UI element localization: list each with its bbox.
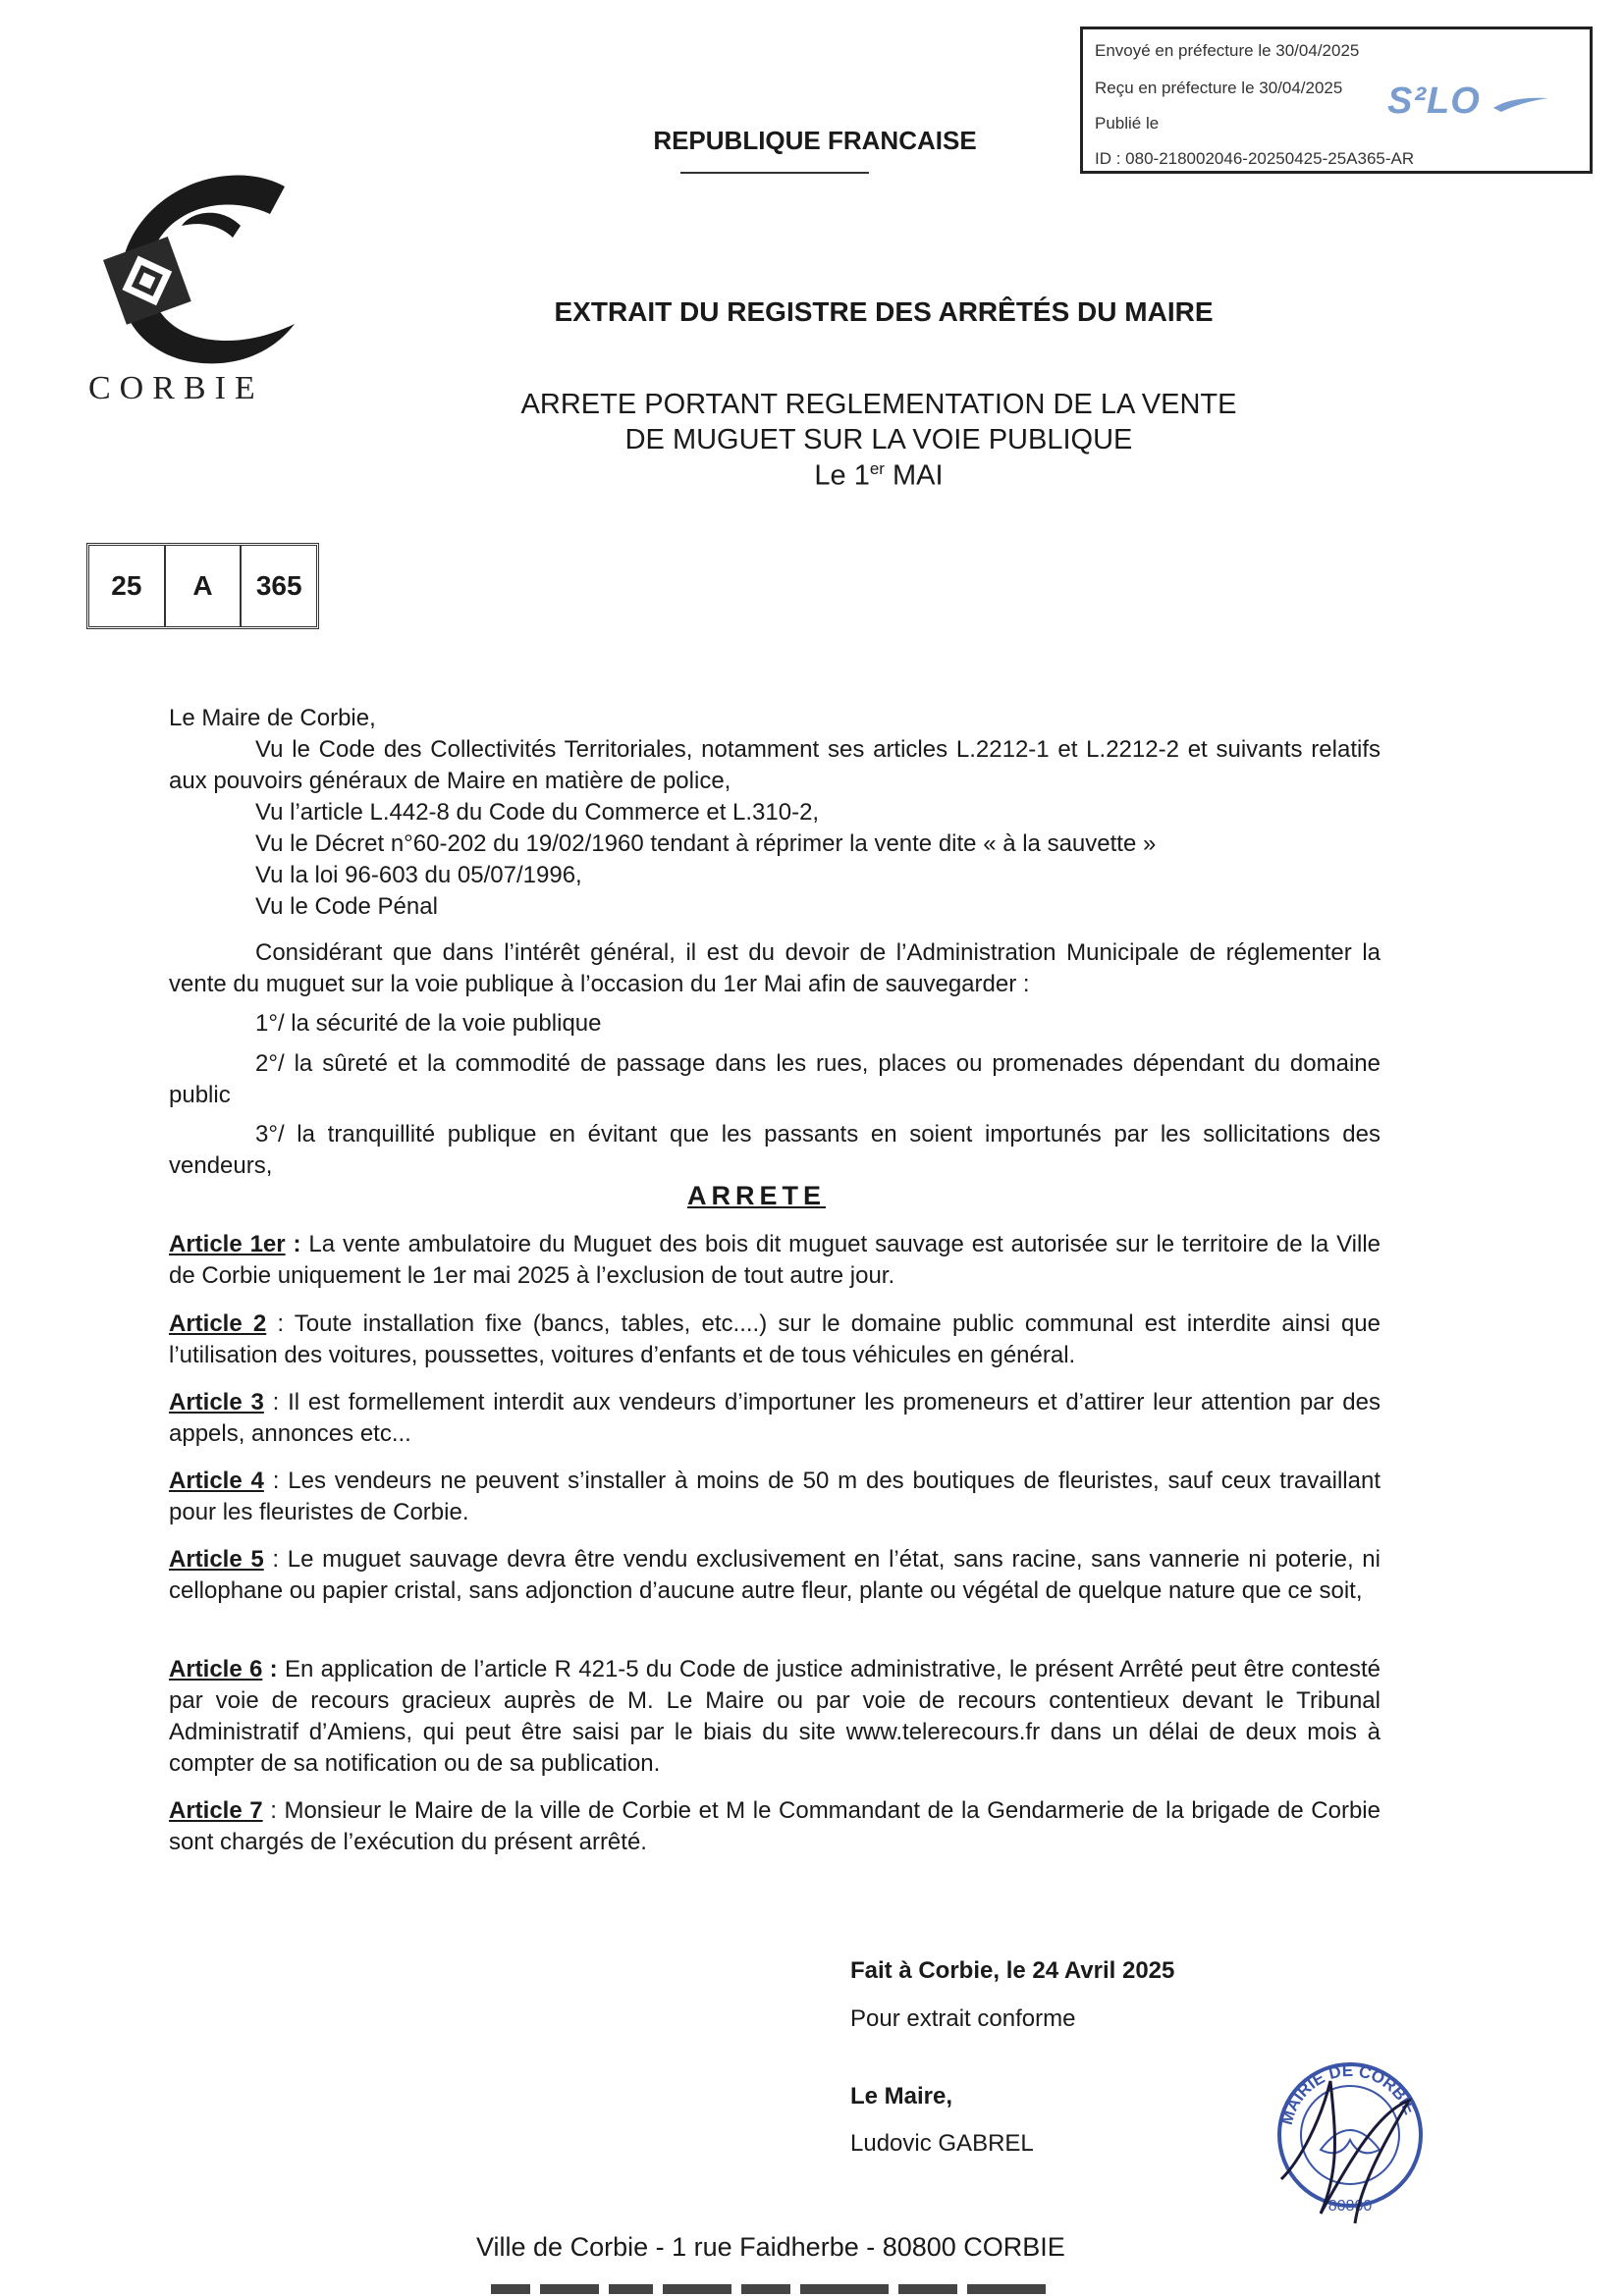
article-title: Article 3 — [169, 1389, 264, 1415]
seal-top-text: MAIRIE DE CORBIE — [1276, 2060, 1420, 2127]
seal-bottom-text: 80800 — [1327, 2198, 1373, 2215]
article-text: Il est formellement interdit aux vendeurs d’importuner les promeneurs et d’attirer leur attention par des appels, annonces etc... — [169, 1389, 1380, 1447]
place-date: Fait à Corbie, le 24 Avril 2025 — [850, 1957, 1175, 1984]
article-5 — [169, 1544, 1380, 1607]
footer-address: Ville de Corbie - 1 rue Faidherbe - 80800 CORBIE — [476, 2232, 1065, 2262]
reference-year: 25 — [89, 546, 166, 626]
preamble-vu-decret: Vu le Décret n°60-202 du 19/02/1960 tendant à réprimer la vente dite « à la sauvette » — [255, 830, 1157, 857]
article-text: Le muguet sauvage devra être vendu exclusivement en l’état, sans racine, sans vannerie ni poterie, ni cellophane ou papier cristal, sans adjonction d’aucune autre fleur, plante ou végétal de quelque nature que ce soit, — [169, 1546, 1380, 1604]
slo-logo-text: S²LO — [1387, 80, 1481, 122]
reference-number: 365 — [255, 570, 302, 601]
considerant-point-3: 3°/ la tranquillité publique en évitant que les passants en soient importunés par les sollicitations des vendeurs, — [169, 1121, 1380, 1179]
article-text: La vente ambulatoire du Muguet des bois dit muguet sauvage est autorisée sur le territoire de la Ville de Corbie uniquement le 1er mai 2025 à l’exclusion de tout autre jour. — [169, 1231, 1380, 1289]
footer-contact-cropped — [491, 2282, 1080, 2296]
article-title: Article 5 — [169, 1546, 264, 1573]
preamble-vu-penal: Vu le Code Pénal — [255, 893, 438, 920]
article-separator: : — [263, 1546, 288, 1573]
article-title: Article 7 — [169, 1797, 263, 1824]
considerant-point-2: 2°/ la sûreté et la commodité de passage dans les rues, places ou promenades dépendant du domaine public — [169, 1050, 1380, 1108]
article-3 — [169, 1387, 1380, 1450]
article-separator: : — [263, 1389, 289, 1415]
prefecture-stamp — [1080, 27, 1593, 174]
article-4 — [169, 1466, 1380, 1528]
article-title: Article 4 — [169, 1468, 264, 1494]
prefecture-sent: Envoyé en préfecture le 30/04/2025 — [1095, 41, 1360, 60]
slo-swoosh-icon — [1491, 92, 1550, 114]
preamble-vu-cgct: Vu le Code des Collectivités Territoriales, notamment ses articles L.2212-1 et L.2212-2 et suivants relatifs aux pouvoirs généraux de Maire en matière de police, — [169, 736, 1380, 794]
article-title: Article 6 — [169, 1656, 263, 1682]
article-title: Article 1er — [169, 1231, 286, 1257]
article-1 — [169, 1229, 1380, 1292]
republique-heading: REPUBLIQUE FRANCAISE — [653, 126, 977, 155]
preamble-vu-commerce: Vu l’article L.442-8 du Code du Commerce et L.310-2, — [255, 799, 820, 826]
document-title-line3 — [461, 459, 1296, 493]
article-7 — [169, 1795, 1380, 1858]
prefecture-published: Publié le — [1095, 114, 1160, 133]
signatory-name: Ludovic GABREL — [850, 2130, 1034, 2157]
article-6 — [169, 1654, 1380, 1780]
prefecture-received: Reçu en préfecture le 30/04/2025 — [1095, 79, 1343, 97]
article-separator: : — [262, 1797, 285, 1824]
title-date-prefix: Le 1 — [814, 459, 870, 492]
signatory-role: Le Maire, — [850, 2083, 953, 2109]
header-divider — [680, 172, 869, 174]
extrait-conforme: Pour extrait conforme — [850, 2005, 1076, 2032]
extrait-heading: EXTRAIT DU REGISTRE DES ARRÊTÉS DU MAIRE — [554, 296, 1214, 327]
article-text: Toute installation fixe (bancs, tables, etc....) sur le domaine public communal est interdite ainsi que l’utilisation des voitures, poussettes, voitures d’enfants et de tous véhicules en général. — [169, 1310, 1380, 1368]
document-title-line1: ARRETE PORTANT REGLEMENTATION DE LA VENTE — [520, 389, 1237, 420]
logo-text: CORBIE — [88, 370, 264, 406]
article-text: En application de l’article R 421-5 du Code de justice administrative, le présent Arrêté peut être contesté par voie de recours gracieux auprès de M. Le Maire ou par voie de recours contentieux devant le Tribunal Administratif d’Amiens, qui peut être saisi par le biais du site www.telerecours.fr dans un délai de deux mois à compter de sa notification ou de sa publication. — [169, 1656, 1380, 1777]
reference-type: A — [166, 546, 243, 626]
article-title: Article 2 — [169, 1310, 267, 1337]
considerant: Considérant que dans l’intérêt général, il est du devoir de l’Administration Municipale de réglementer la vente du muguet sur la voie publique à l’occasion du 1er Mai afin de sauvegarder : — [169, 939, 1380, 997]
article-separator: : — [266, 1310, 295, 1337]
reference-box — [86, 543, 319, 629]
article-2 — [169, 1308, 1380, 1371]
article-text: Les vendeurs ne peuvent s’installer à moins de 50 m des boutiques de fleuristes, sauf ceux travaillant pour les fleuristes de Corbie. — [169, 1468, 1380, 1525]
title-date-sup: er — [869, 459, 885, 478]
considerant-point-1: 1°/ la sécurité de la voie publique — [255, 1010, 602, 1037]
preamble-vu-loi: Vu la loi 96-603 du 05/07/1996, — [255, 862, 582, 888]
article-text: Monsieur le Maire de la ville de Corbie et M le Commandant de la Gendarmerie de la brigade de Corbie sont chargés de l’exécution du présent arrêté. — [169, 1797, 1380, 1855]
article-separator: : — [263, 1468, 289, 1494]
arrete-heading: ARRETE — [687, 1181, 827, 1210]
title-date-suffix: MAI — [884, 459, 944, 492]
slo-logo — [1387, 80, 1550, 123]
article-separator: : — [262, 1656, 285, 1682]
mairie-seal — [1262, 2042, 1438, 2228]
prefecture-id: ID : 080-218002046-20250425-25A365-AR — [1095, 149, 1415, 168]
document-title-line2: DE MUGUET SUR LA VOIE PUBLIQUE — [624, 424, 1133, 455]
preamble-intro: Le Maire de Corbie, — [169, 705, 376, 731]
cropped-text-fragment — [491, 2282, 1080, 2296]
article-separator: : — [285, 1231, 309, 1257]
